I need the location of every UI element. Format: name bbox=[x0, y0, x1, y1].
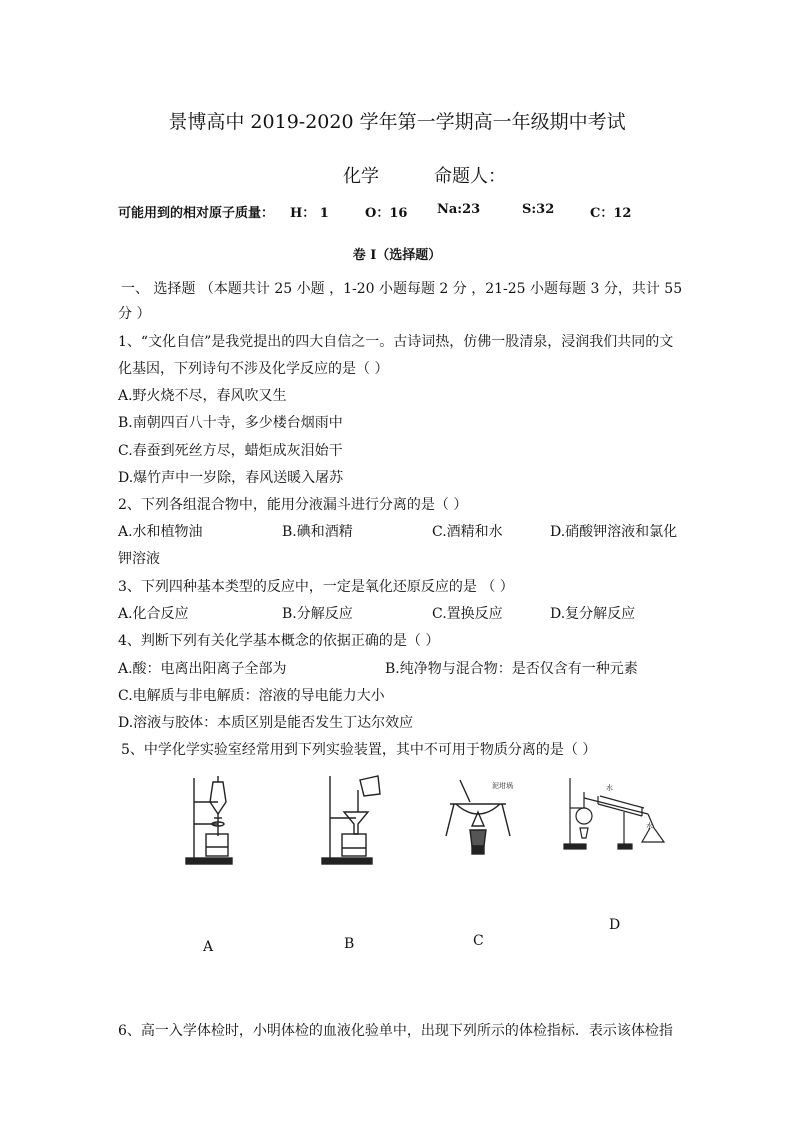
q3-option-d: D.复分解反应 bbox=[550, 606, 636, 622]
apparatus-c-evaporation bbox=[440, 778, 530, 870]
mass-na: Na:23 bbox=[437, 202, 481, 217]
figure-label-a: A bbox=[203, 939, 214, 955]
mass-s: S:32 bbox=[522, 202, 555, 217]
q5-stem: 5、中学化学实验室经常用到下列实验装置，其中不可用于物质分离的是（ ） bbox=[121, 742, 597, 758]
figure-label-d: D bbox=[609, 917, 621, 933]
instructions-line1: 一、 选择题 （本题共计 25 小题 ，1-20 小题每题 2 分 ，21-25 小题每题 3 分，共计 55 bbox=[121, 281, 683, 297]
figure-label-c: C bbox=[473, 933, 484, 949]
mass-c: C：12 bbox=[590, 206, 632, 221]
q2-option-a: A.水和植物油 bbox=[118, 524, 203, 540]
section-title: 卷 I（选择题） bbox=[352, 248, 442, 263]
mass-h: H： 1 bbox=[290, 206, 329, 221]
water-out-label: 水 bbox=[646, 822, 653, 830]
q3-option-b: B.分解反应 bbox=[282, 606, 353, 622]
q1-option-a: A.野火烧不尽，春风吹又生 bbox=[118, 388, 287, 404]
author-label: 命题人： bbox=[434, 166, 506, 187]
q2-option-d: D.硝酸钾溶液和氯化 bbox=[550, 524, 678, 540]
subject: 化学 bbox=[343, 166, 379, 187]
q4-option-d: D.溶液与胶体：本质区别是能否发生丁达尔效应 bbox=[118, 715, 414, 731]
q4-option-c: C.电解质与非电解质：溶液的导电能力大小 bbox=[118, 688, 385, 704]
atomic-masses bbox=[118, 202, 274, 221]
q2-option-b: B.碘和酒精 bbox=[282, 524, 353, 540]
q3-option-a: A.化合反应 bbox=[118, 606, 189, 622]
q1-option-c: C.春蚕到死丝方尽，蜡炬成灰泪始干 bbox=[118, 443, 343, 459]
q2-stem: 2、下列各组混合物中，能用分液漏斗进行分离的是（ ） bbox=[118, 497, 468, 513]
apparatus-a-separatory-funnel bbox=[180, 772, 240, 868]
water-in-label: 水 bbox=[606, 784, 613, 792]
q3-option-c: C.置换反应 bbox=[432, 606, 503, 622]
atomic-masses-prefix: 可能用到的相对原子质量： bbox=[118, 206, 275, 221]
figure-label-b: B bbox=[344, 936, 355, 952]
mass-o: O：16 bbox=[365, 206, 408, 221]
q1-option-b: B.南朝四百八十寺，多少楼台烟雨中 bbox=[118, 415, 343, 431]
q6-stem: 6、高一入学体检时，小明体检的血液化验单中，出现下列所示的体检指标．表示该体检指 bbox=[118, 1023, 673, 1039]
q4-stem: 4、判断下列有关化学基本概念的依据正确的是（ ） bbox=[118, 633, 440, 649]
q1-option-d: D.爆竹声中一岁除，春风送暖入屠苏 bbox=[118, 470, 344, 486]
instructions-line2: 分 ） bbox=[118, 306, 151, 322]
q1-stem-line2: 化基因，下列诗句不涉及化学反应的是（ ） bbox=[118, 361, 389, 377]
exam-title: 景博高中 2019-2020 学年第一学期高一年级期中考试 bbox=[168, 111, 626, 133]
q1-stem-line1: 1、“文化自信”是我党提出的四大自信之一。古诗词热，仿佛一股清泉，浸润我们共同的文 bbox=[118, 334, 674, 350]
apparatus-d-distillation bbox=[562, 772, 672, 854]
crucible-label: 泥坩埚 bbox=[492, 782, 513, 790]
q4-option-a: A.酸：电离出阳离子全部为 bbox=[118, 661, 287, 677]
q2-option-c: C.酒精和水 bbox=[432, 524, 503, 540]
q4-option-b: B.纯净物与混合物：是否仅含有一种元素 bbox=[385, 661, 638, 677]
apparatus-b-filtration bbox=[318, 772, 388, 868]
q2-option-d-wrap: 钾溶液 bbox=[118, 551, 160, 567]
q3-stem: 3、下列四种基本类型的反应中，一定是氧化还原反应的是 （ ） bbox=[118, 579, 514, 595]
